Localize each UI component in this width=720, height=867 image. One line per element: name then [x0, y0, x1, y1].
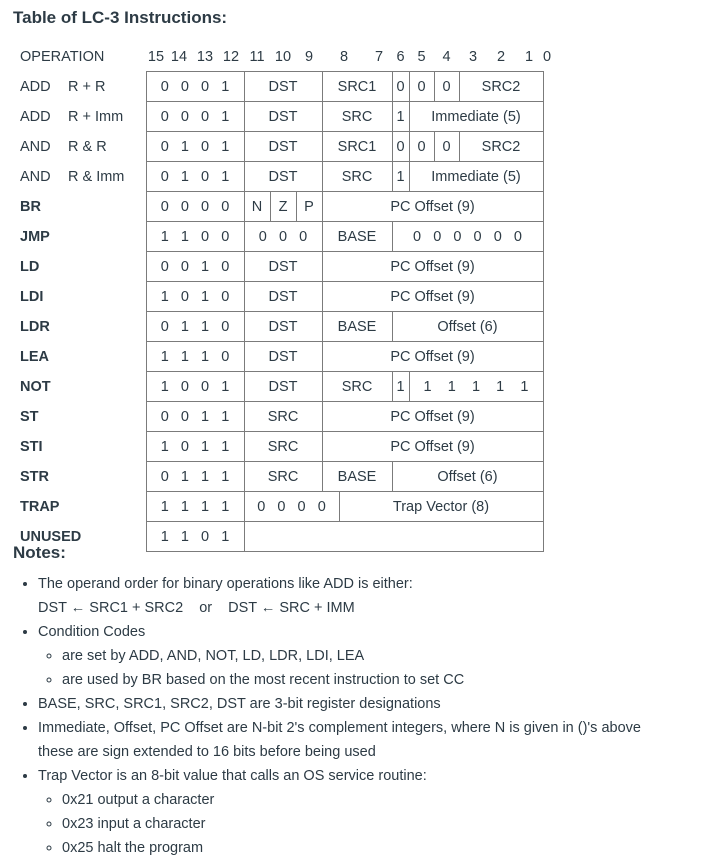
- src-field: SRC: [322, 162, 392, 192]
- opcode-cell: 0 1 1 0: [146, 312, 244, 342]
- mode-bit: 1: [392, 102, 409, 132]
- opcode-cell: 0 1 1 1: [146, 462, 244, 492]
- table-row: [16, 342, 551, 372]
- table-row: [16, 432, 551, 462]
- zero-field: 0 0 0 0 0 0: [392, 222, 543, 252]
- zero-bit: 0: [409, 72, 434, 102]
- bit-header: 3: [468, 48, 478, 65]
- immediate-field: Immediate (5): [409, 162, 543, 192]
- op-name: NOT: [20, 378, 51, 395]
- src-field: SRC1: [322, 132, 392, 162]
- pc-offset-field: PC Offset (9): [322, 432, 543, 462]
- note-formula: DST ← SRC1 + SRC2 or DST ← SRC + IMM: [38, 600, 355, 616]
- note-text: • The operand order for binary operations like ADD is either:: [38, 576, 413, 592]
- note-text: Condition Codes: [38, 624, 146, 640]
- pc-offset-field: PC Offset (9): [322, 402, 543, 432]
- opcode-cell: 0 0 0 1: [146, 72, 244, 102]
- src2-field: SRC2: [459, 132, 543, 162]
- mode-bit: 1: [392, 162, 409, 192]
- offset-field: Offset (6): [392, 312, 543, 342]
- src-field: SRC1: [322, 72, 392, 102]
- dst-field: DST: [244, 162, 322, 192]
- opcode-cell: 0 1 0 1: [146, 162, 244, 192]
- src-field: SRC: [244, 462, 322, 492]
- src2-field: SRC2: [459, 72, 543, 102]
- op-name: UNUSED: [20, 528, 82, 545]
- bit-header: 6: [396, 48, 405, 65]
- note-text: these are sign extended to 16 bits before being used: [38, 744, 376, 760]
- p-flag: P: [296, 192, 322, 222]
- op-name: LEA: [20, 348, 49, 365]
- table-row: [16, 492, 551, 522]
- opcode-cell: 1 0 0 1: [146, 372, 244, 402]
- pc-offset-field: PC Offset (9): [322, 252, 543, 282]
- z-flag: Z: [270, 192, 296, 222]
- opcode-cell: 0 1 0 1: [146, 132, 244, 162]
- opcode-cell: 1 1 1 0: [146, 342, 244, 372]
- dst-field: DST: [244, 252, 322, 282]
- op-mode: R + Imm: [68, 108, 124, 125]
- dst-field: DST: [244, 312, 322, 342]
- op-name: LDR: [20, 318, 50, 335]
- op-name: ST: [20, 408, 39, 425]
- note-text: • Immediate, Offset, PC Offset are N-bit 2's complement integers, where N is given in ()'s above: [38, 720, 641, 736]
- opcode-cell: 0 0 1 1: [146, 402, 244, 432]
- src-field: SRC: [322, 102, 392, 132]
- op-name: LDI: [20, 288, 44, 305]
- bit-header: 8: [339, 48, 349, 65]
- list-item: [38, 620, 720, 692]
- n-flag: N: [244, 192, 270, 222]
- base-field: BASE: [322, 462, 392, 492]
- one-bit: 1: [392, 372, 409, 402]
- op-name: AND: [20, 168, 51, 185]
- bit-header: 7: [374, 48, 384, 65]
- list-item: • BASE, SRC, SRC1, SRC2, DST are 3-bit register designations: [38, 692, 720, 716]
- op-name: ADD: [20, 78, 51, 95]
- pc-offset-field: PC Offset (9): [322, 192, 543, 222]
- instruction-table: [16, 42, 551, 552]
- opcode-cell: 1 1 0 0: [146, 222, 244, 252]
- dst-field: DST: [244, 132, 322, 162]
- zero-bit: 0: [434, 132, 459, 162]
- op-name: STR: [20, 468, 49, 485]
- table-row: [16, 252, 551, 282]
- op-mode: R + R: [68, 78, 106, 95]
- table-row: [16, 102, 551, 132]
- pc-offset-field: PC Offset (9): [322, 282, 543, 312]
- table-row: [16, 312, 551, 342]
- opcode-cell: 1 1 1 1: [146, 492, 244, 522]
- zero-bit: 0: [434, 72, 459, 102]
- dst-field: DST: [244, 72, 322, 102]
- sub-list: [38, 788, 720, 860]
- op-name: ADD: [20, 108, 51, 125]
- op-name: AND: [20, 138, 51, 155]
- opcode-cell: 0 0 1 0: [146, 252, 244, 282]
- table-row: [16, 222, 551, 252]
- src-field: SRC: [244, 432, 322, 462]
- mode-bit: 0: [392, 72, 409, 102]
- table-row: [16, 402, 551, 432]
- list-item: ◦ 0x23 input a character: [62, 812, 720, 836]
- notes-heading: Notes:: [13, 543, 66, 562]
- opcode-cell: 1 0 1 0: [146, 282, 244, 312]
- dst-field: DST: [244, 282, 322, 312]
- trap-vector-field: Trap Vector (8): [339, 492, 543, 522]
- zero-field: 0 0 0: [244, 222, 322, 252]
- table-row: [16, 522, 551, 552]
- notes-list: [14, 572, 720, 860]
- op-mode: R & Imm: [68, 168, 125, 185]
- opcode-cell: 1 1 0 1: [146, 522, 244, 552]
- table-row: [16, 72, 551, 102]
- bit-header: 12: [222, 48, 240, 65]
- bit-header: 0: [543, 48, 552, 65]
- dst-field: DST: [244, 342, 322, 372]
- note-text: Trap Vector is an 8-bit value that calls an OS service routine:: [38, 768, 427, 784]
- sub-list: [38, 644, 720, 692]
- table-row: [16, 132, 551, 162]
- mode-bit: 0: [392, 132, 409, 162]
- base-field: BASE: [322, 312, 392, 342]
- opcode-cell: 0 0 0 1: [146, 102, 244, 132]
- bit-header: 15: [147, 48, 165, 65]
- table-row: [16, 462, 551, 492]
- bit-header: 1: [524, 48, 534, 65]
- bit-header: 11: [249, 48, 265, 65]
- zero-field: 0 0 0 0: [244, 492, 339, 522]
- op-name: TRAP: [20, 498, 60, 515]
- dst-field: DST: [244, 372, 322, 402]
- bit-header: 10: [274, 48, 292, 65]
- bit-header: 13: [196, 48, 214, 65]
- one-field: 1 1 1 1 1: [409, 372, 543, 402]
- bit-header: 14: [170, 48, 188, 65]
- list-item: ◦ 0x21 output a character: [62, 788, 720, 812]
- opcode-cell: 0 0 0 0: [146, 192, 244, 222]
- table-row: [16, 282, 551, 312]
- bit-header: 2: [496, 48, 506, 65]
- list-item: ◦ 0x25 halt the program: [62, 836, 720, 860]
- op-name: BR: [20, 198, 41, 215]
- src-field: SRC: [322, 372, 392, 402]
- base-field: BASE: [322, 222, 392, 252]
- bit-header: 9: [304, 48, 314, 65]
- list-item: [38, 572, 720, 620]
- bit-header: 4: [442, 48, 451, 65]
- op-name: LD: [20, 258, 40, 275]
- offset-field: Offset (6): [392, 462, 543, 492]
- list-item: ◦ are used by BR based on the most recent instruction to set CC: [62, 668, 720, 692]
- pc-offset-field: PC Offset (9): [322, 342, 543, 372]
- page-title: Table of LC-3 Instructions:: [13, 8, 228, 27]
- zero-bit: 0: [409, 132, 434, 162]
- operation-header: OPERATION: [20, 48, 105, 65]
- src-field: SRC: [244, 402, 322, 432]
- table-row: [16, 162, 551, 192]
- opcode-cell: 1 0 1 1: [146, 432, 244, 462]
- bit-header: 5: [417, 48, 426, 65]
- table-row: [16, 192, 551, 222]
- unused-field: [244, 522, 543, 552]
- dst-field: DST: [244, 102, 322, 132]
- list-item: ◦ are set by ADD, AND, NOT, LD, LDR, LDI, LEA: [62, 644, 720, 668]
- immediate-field: Immediate (5): [409, 102, 543, 132]
- list-item: [38, 764, 720, 860]
- list-item: [38, 716, 720, 764]
- table-header-row: [16, 42, 551, 72]
- op-mode: R & R: [68, 138, 107, 155]
- op-name: JMP: [20, 228, 50, 245]
- table-row: [16, 372, 551, 402]
- op-name: STI: [20, 438, 43, 455]
